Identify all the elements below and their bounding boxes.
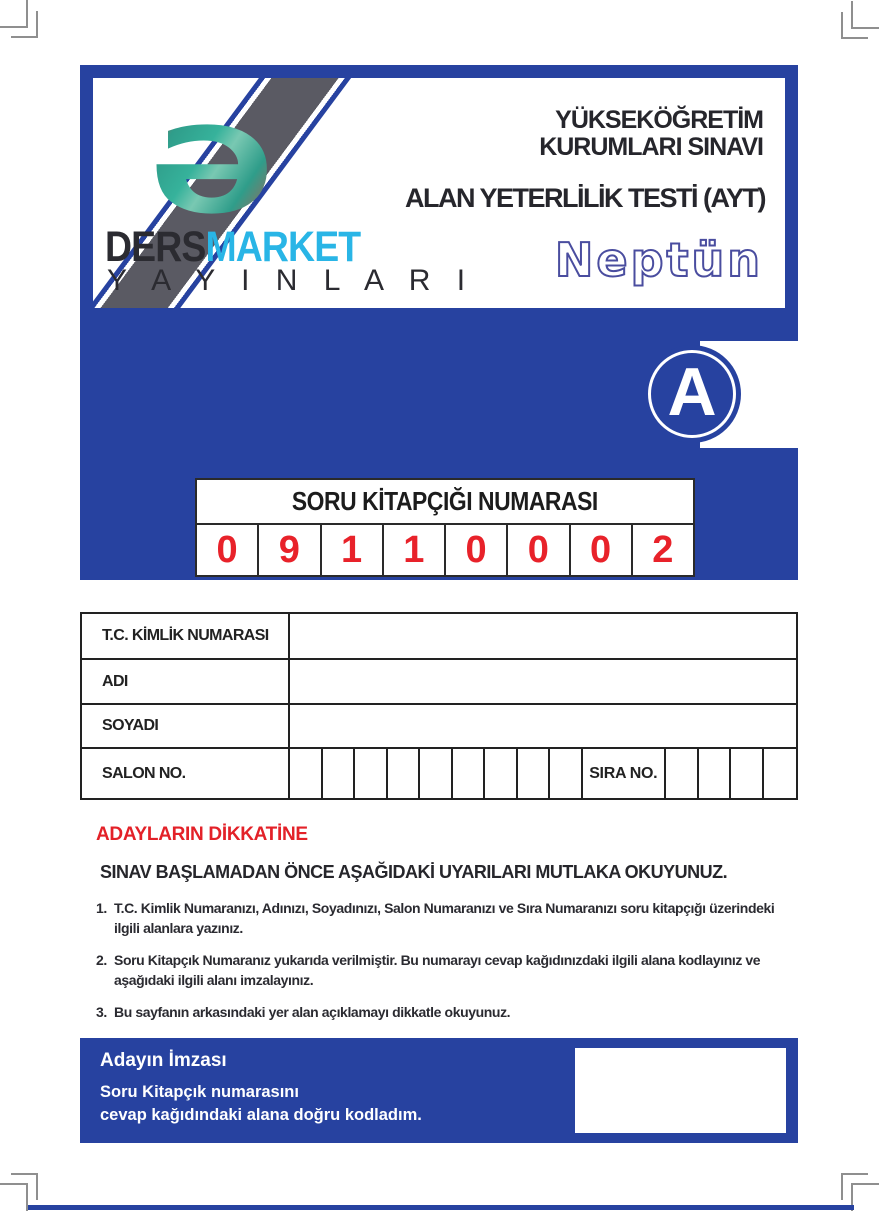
- digit-cell: 0: [197, 525, 259, 575]
- crop-mark-top-right-inner: [841, 12, 868, 39]
- crop-mark-bottom-left-inner: [11, 1173, 38, 1200]
- publisher-name-part2: MARKET: [205, 223, 361, 271]
- salon-no-cell: [453, 749, 486, 798]
- series-name: Neptün: [554, 233, 763, 287]
- booklet-type-ring: [648, 350, 736, 438]
- form-row-salon-sira: [82, 749, 796, 798]
- digit-cell: 0: [508, 525, 570, 575]
- digit-cell: 2: [652, 528, 674, 571]
- salon-no-cell: [420, 749, 453, 798]
- crop-mark-top-left-inner: [11, 11, 38, 38]
- cover-top-panel: [80, 65, 798, 580]
- notice-item-text: Bu sayfanın arkasındaki yer alan açıklamayı dikkatle okuyunuz.: [114, 1004, 511, 1020]
- signature-section: [80, 1038, 798, 1143]
- notice-item-number: 3.: [96, 1004, 107, 1020]
- notice-title: SINAV BAŞLAMADAN ÖNCE AŞAĞIDAKİ UYARILARI MUTLAKA OKUYUNUZ.: [100, 862, 728, 882]
- booklet-number-label: [197, 480, 693, 525]
- booklet-type-letter: A: [667, 354, 717, 430]
- salon-no-cell: [388, 749, 421, 798]
- form-row-adi: [82, 660, 796, 705]
- form-label-soyadi: SOYADI: [82, 705, 290, 747]
- form-field-adi: [290, 660, 796, 703]
- form-label-salon-no: SALON NO.: [82, 749, 290, 798]
- bottom-accent-bar: [28, 1205, 854, 1210]
- signature-box: [575, 1048, 786, 1133]
- sira-no-cell: [699, 749, 732, 798]
- exam-title-line2: KURUMLARI SINAVI: [539, 133, 763, 161]
- publisher-name: [105, 223, 361, 271]
- test-title: ALAN YETERLİLİK TESTİ (AYT): [404, 183, 765, 213]
- salon-no-cell: [485, 749, 518, 798]
- signature-statement-line1: Soru Kitapçık numarasını: [100, 1083, 299, 1101]
- notice-item: [96, 898, 796, 938]
- publisher-name-part1: DERS: [105, 223, 206, 271]
- booklet-number-box: [195, 478, 695, 577]
- booklet-type-circle: [643, 345, 741, 443]
- form-label-tc-kimlik: T.C. KİMLİK NUMARASI: [82, 614, 290, 658]
- form-field-soyadi: [290, 705, 796, 747]
- digit-cell: 0: [446, 525, 508, 575]
- notice-item-number: 1.: [96, 900, 107, 916]
- booklet-number-label-text: SORU KİTAPÇIĞI NUMARASI: [292, 486, 598, 516]
- digit-cell: 1: [322, 525, 384, 575]
- form-field-tc-kimlik: [290, 614, 796, 658]
- sira-no-cell: [764, 749, 797, 798]
- candidate-form: [80, 612, 798, 800]
- digit-cell: 9: [259, 525, 321, 575]
- publisher-logo-icon: Ə: [149, 102, 275, 240]
- publisher-sub-name: Y A Y I N L A R I: [107, 264, 475, 297]
- digit-cell: 0: [571, 525, 633, 575]
- salon-no-cell: [355, 749, 388, 798]
- notice-heading: ADAYLARIN DİKKATİNE: [96, 824, 308, 845]
- notice-item: [96, 950, 796, 990]
- signature-label: Adayın İmzası: [100, 1050, 227, 1071]
- exam-title-line1: YÜKSEKÖĞRETİM: [555, 106, 763, 134]
- sira-no-cell: [666, 749, 699, 798]
- crop-mark-bottom-right-inner: [841, 1173, 868, 1200]
- notice-item-text: T.C. Kimlik Numaranızı, Adınızı, Soyadınızı, Salon Numaranızı ve Sıra Numaranızı soru kitapçığı üzerindeki ilgili alanlara yazınız.: [114, 900, 775, 936]
- digit-cell: 1: [384, 525, 446, 575]
- form-label-adi: ADI: [82, 660, 290, 703]
- salon-no-cell: [550, 749, 583, 798]
- publisher-header-card: [93, 78, 785, 308]
- sira-no-cell: [731, 749, 764, 798]
- signature-statement-line2: cevap kağıdındaki alana doğru kodladım.: [100, 1106, 422, 1124]
- form-row-soyadi: [82, 705, 796, 749]
- salon-no-cell: [323, 749, 356, 798]
- notice-item-text: Soru Kitapçık Numaranız yukarıda verilmiştir. Bu numarayı cevap kağıdınızdaki ilgili alana kodlayınız ve aşağıdaki ilgili alanı imzalayınız.: [114, 952, 761, 988]
- notice-item: [96, 1002, 796, 1022]
- form-label-sira-no: SIRA NO.: [583, 749, 667, 798]
- salon-no-cell: [518, 749, 551, 798]
- notice-item-number: 2.: [96, 952, 107, 968]
- form-row-tc-kimlik: [82, 614, 796, 660]
- booklet-number-digits: [197, 525, 693, 575]
- salon-no-cell: [290, 749, 323, 798]
